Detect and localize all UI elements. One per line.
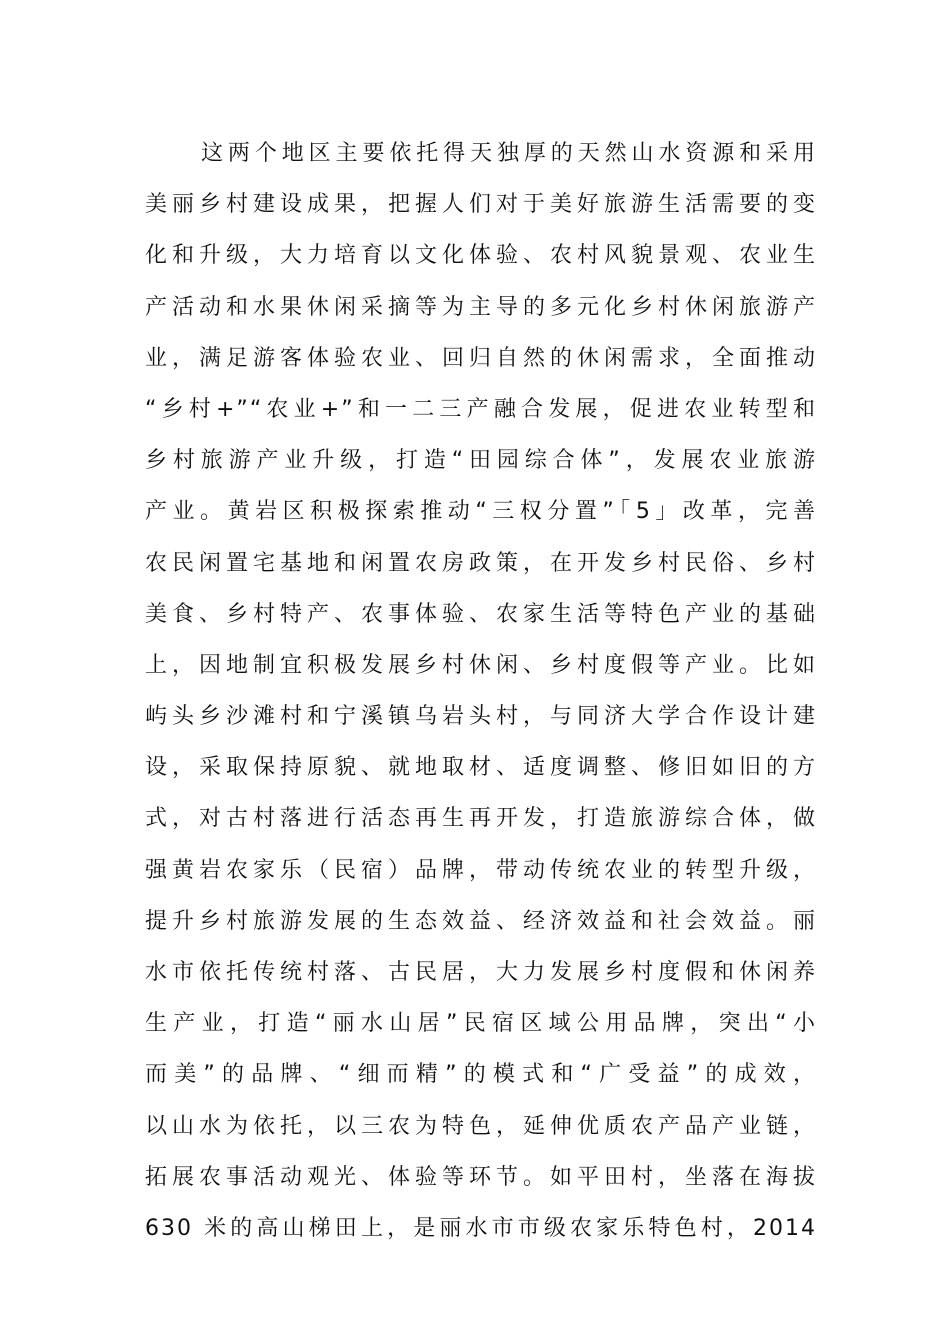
paragraph-line: 乡村旅游产业升级，打造“田园综合体”，发展农业旅游 [145, 448, 817, 474]
paragraph-line: 而美”的品牌、“细而精”的模式和“广受益”的成效， [145, 1062, 817, 1088]
paragraph-line: 水市依托传统村落、古民居，大力发展乡村度假和休闲养 [145, 960, 817, 985]
paragraph-line: 630 米的高山梯田上，是丽水市市级农家乐特色村，2014 [145, 1215, 817, 1241]
paragraph-line: 拓展农事活动观光、体验等环节。如平田村，坐落在海拔 [145, 1164, 817, 1190]
paragraph-line: 业，满足游客体验农业、回归自然的休闲需求，全面推动 [145, 345, 817, 371]
paragraph-line: 这两个地区主要依托得天独厚的天然山水资源和采用 [201, 141, 817, 166]
paragraph-line: 化和升级，大力培育以文化体验、农村风貌景观、农业生 [145, 243, 817, 269]
paragraph-line: 式，对古村落进行活态再生再开发，打造旅游综合体，做 [145, 806, 817, 832]
paragraph-line: 设，采取保持原貌、就地取材、适度调整、修旧如旧的方 [145, 755, 817, 781]
paragraph-line: 产活动和水果休闲采摘等为主导的多元化乡村休闲旅游产 [145, 294, 817, 320]
paragraph-line: 以山水为依托，以三农为特色，延伸优质农产品产业链， [145, 1113, 817, 1139]
paragraph-line: “乡村+”“农业+”和一二三产融合发展，促进农业转型和 [145, 396, 817, 422]
paragraph-line: 产业。黄岩区积极探索推动“三权分置”「5」改革，完善 [145, 499, 817, 525]
paragraph-line: 美丽乡村建设成果，把握人们对于美好旅游生活需要的变 [145, 192, 817, 218]
body-paragraph [145, 128, 817, 1254]
paragraph-line: 美食、乡村特产、农事体验、农家生活等特色产业的基础 [145, 601, 817, 627]
paragraph-line: 上，因地制宜积极发展乡村休闲、乡村度假等产业。比如 [145, 652, 817, 678]
paragraph-line: 农民闲置宅基地和闲置农房政策，在开发乡村民俗、乡村 [145, 550, 817, 576]
paragraph-line: 强黄岩农家乐（民宿）品牌，带动传统农业的转型升级， [145, 857, 817, 883]
paragraph-line: 生产业，打造“丽水山居”民宿区域公用品牌，突出“小 [145, 1011, 817, 1037]
paragraph-line: 屿头乡沙滩村和宁溪镇乌岩头村，与同济大学合作设计建 [145, 704, 817, 730]
paragraph-line: 提升乡村旅游发展的生态效益、经济效益和社会效益。丽 [145, 908, 817, 934]
